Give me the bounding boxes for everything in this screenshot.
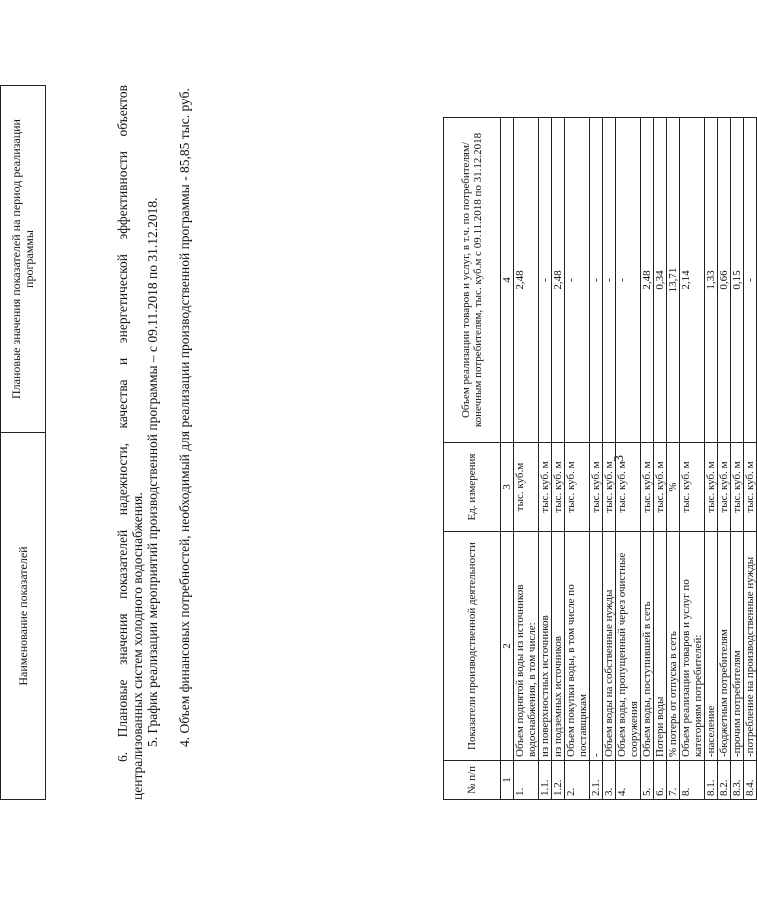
row-value: 0,66 bbox=[718, 118, 731, 443]
row-unit: тыс. куб. м bbox=[718, 443, 731, 532]
header-unit: Ед. измерения bbox=[444, 443, 501, 532]
row-indicator: - bbox=[590, 532, 603, 761]
col-number-4: 4 bbox=[501, 118, 514, 443]
row-value: - bbox=[603, 118, 616, 443]
row-value: - bbox=[565, 118, 590, 443]
table-row bbox=[718, 118, 731, 800]
row-num: 6. bbox=[654, 761, 667, 800]
row-indicator: -бюджетным потребителям bbox=[718, 532, 731, 761]
page-number: 3 bbox=[612, 455, 627, 462]
table-row bbox=[641, 118, 654, 800]
row-num: 8.4. bbox=[744, 761, 757, 800]
table-row bbox=[565, 118, 590, 800]
row-num: 7. bbox=[667, 761, 680, 800]
row-value: 0,15 bbox=[731, 118, 744, 443]
table-row bbox=[539, 118, 552, 800]
paragraph-planned-values: 6. Плановые значения показателей надежности, качества и энергетической эффективности объектов централизованных систем холодного водоснабжения. bbox=[115, 85, 145, 800]
row-value: 2,48 bbox=[641, 118, 654, 443]
row-unit: тыс. куб. м bbox=[590, 443, 603, 532]
row-num: 8.1. bbox=[705, 761, 718, 800]
row-unit: тыс. куб. м bbox=[744, 443, 757, 532]
row-num: 1.1. bbox=[539, 761, 552, 800]
paragraph-financial-needs: 4. Объем финансовых потребностей, необходимый для реализации производственной программы - 85,85 тыс. руб. bbox=[177, 88, 192, 747]
row-unit: тыс. куб. м bbox=[705, 443, 718, 532]
table-row bbox=[680, 118, 705, 800]
row-value: 1,33 bbox=[705, 118, 718, 443]
row-indicator: Объем поднятой воды из источников водоснабжения, в том числе: bbox=[514, 532, 539, 761]
row-num: 2. bbox=[565, 761, 590, 800]
col-number-1: 1 bbox=[501, 761, 514, 800]
row-indicator: Объем воды, пропущенный через очистные сооружения bbox=[616, 532, 641, 761]
table-body bbox=[514, 118, 757, 800]
row-value: 13,71 bbox=[667, 118, 680, 443]
row-unit: тыс. куб. м bbox=[603, 443, 616, 532]
row-indicator: -население bbox=[705, 532, 718, 761]
row-indicator: из подземных источников bbox=[552, 532, 565, 761]
table-row bbox=[744, 118, 757, 800]
row-value: 0,34 bbox=[654, 118, 667, 443]
table-column-number-row bbox=[501, 118, 514, 800]
row-num: 1. bbox=[514, 761, 539, 800]
header-num: № п/п bbox=[444, 761, 501, 800]
header-indicator: Показатели производственной деятельности bbox=[444, 532, 501, 761]
row-unit: тыс. куб. м bbox=[552, 443, 565, 532]
planned-header-name: Наименование показателей bbox=[1, 433, 46, 800]
row-indicator: Объем воды, поступившей в сеть bbox=[641, 532, 654, 761]
row-value: 2,14 bbox=[680, 118, 705, 443]
table-row bbox=[514, 118, 539, 800]
row-num: 3. bbox=[603, 761, 616, 800]
col-number-2: 2 bbox=[501, 532, 514, 761]
table-row bbox=[603, 118, 616, 800]
row-indicator: -потребление на производственные нужды bbox=[744, 532, 757, 761]
row-unit: тыс. куб. м bbox=[565, 443, 590, 532]
table-row bbox=[654, 118, 667, 800]
table-row bbox=[667, 118, 680, 800]
table-row bbox=[705, 118, 718, 800]
row-num: 8.3. bbox=[731, 761, 744, 800]
row-unit: тыс. куб. м bbox=[539, 443, 552, 532]
row-indicator: -прочим потребителям bbox=[731, 532, 744, 761]
row-unit: тыс. куб. м bbox=[654, 443, 667, 532]
row-num: 1.2. bbox=[552, 761, 565, 800]
row-indicator: Объем воды на собственные нужды bbox=[603, 532, 616, 761]
row-indicator: % потерь от отпуска в сеть bbox=[667, 532, 680, 761]
row-indicator: из поверхностных источников bbox=[539, 532, 552, 761]
planned-table-header-row bbox=[1, 86, 46, 800]
table-row bbox=[731, 118, 744, 800]
row-value: 2,48 bbox=[514, 118, 539, 443]
row-indicator: Потери воды bbox=[654, 532, 667, 761]
row-unit: тыс. куб. м bbox=[616, 443, 641, 532]
col-number-3: 3 bbox=[501, 443, 514, 532]
row-num: 4. bbox=[616, 761, 641, 800]
row-indicator: Объем покупки воды, в том числе по поставщикам bbox=[565, 532, 590, 761]
row-indicator: Объем реализации товаров и услуг по категориям потребителей: bbox=[680, 532, 705, 761]
row-unit: тыс. куб.м bbox=[514, 443, 539, 532]
row-unit: тыс. куб. м bbox=[641, 443, 654, 532]
row-value: - bbox=[539, 118, 552, 443]
paragraph-schedule: 5. График реализации мероприятий производственной программы – с 09.11.2018 по 31.12.2018. bbox=[145, 197, 160, 747]
row-num: 8. bbox=[680, 761, 705, 800]
row-value: - bbox=[616, 118, 641, 443]
table-row bbox=[552, 118, 565, 800]
table-row bbox=[590, 118, 603, 800]
row-value: - bbox=[744, 118, 757, 443]
row-num: 8.2. bbox=[718, 761, 731, 800]
row-value: 2,48 bbox=[552, 118, 565, 443]
planned-indicators-table bbox=[0, 85, 46, 800]
row-num: 5. bbox=[641, 761, 654, 800]
row-unit: % bbox=[667, 443, 680, 532]
table-header-row bbox=[444, 118, 501, 800]
row-unit: тыс. куб. м bbox=[680, 443, 705, 532]
planned-header-values: Плановые значения показателей на период реализации программы bbox=[1, 86, 46, 433]
row-num: 2.1. bbox=[590, 761, 603, 800]
row-value: - bbox=[590, 118, 603, 443]
table-row bbox=[616, 118, 641, 800]
production-indicators-table bbox=[443, 117, 757, 800]
row-unit: тыс. куб. м bbox=[731, 443, 744, 532]
header-volume: Объем реализации товаров и услуг, в т.ч. по потребителям/ конечным потребителям, тыс. куб.м с 09.11.2018 по 31.12.2018 bbox=[444, 118, 501, 443]
